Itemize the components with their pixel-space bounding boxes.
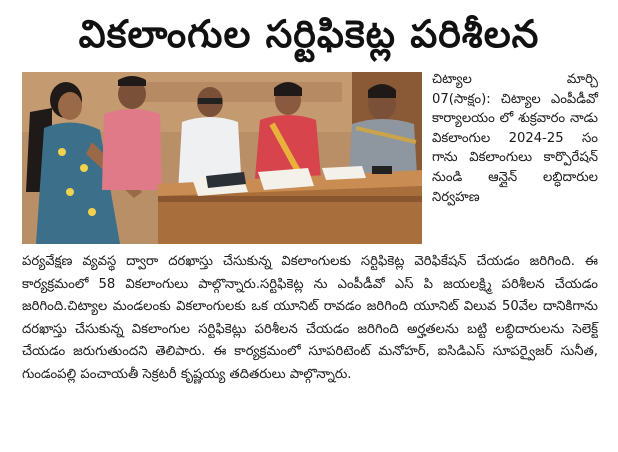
photo-window (142, 82, 342, 102)
news-photo (22, 72, 422, 244)
article-body (22, 251, 598, 387)
article-body-text: పర్యవేక్షణ వ్యవస్థ ద్వారా దరఖాస్తు చేసుకున్న వికలాంగులకు సర్టిఫికెట్ల వెరిఫికేషన్ చేయడం జరిగింది. ఈ కార్యక్రమంలో 58 వికలాంగులు పాల్గొన్నారు.సర్టిఫికెట్ల ను ఎంపీడీవో ఎస్ పి జయలక్ష్మి పరిశీలన చేయడం జరిగింది.చిట్యాల మండలంకు వికలాంగులకు ఒక యూనిట్ రావడం జరిగింది యూనిట్ విలువ 50వేల దానికిగాను దరఖాస్తు చేసుకున్న వికలాంగుల సర్టిఫికెట్లు పరిశీలన చేయడం జరిగింది అర్హతలను బట్టి లబ్ధిదారులను సెలెక్ట్ చేయడం జరుగుతుందని తెలిపారు. ఈ కార్యక్రమంలో సూపరిటెంట్ మనోహర్, ఐసిడిఎస్ సూపర్వైజర్ సునీత, గుండంపల్లి పంచాయతీ సెక్రటరీ కృష్ణయ్య తదితరులు పాల్గొన్నారు. (22, 254, 598, 382)
photo-illustration (22, 72, 422, 244)
article-dateline: చిట్యాల మార్చి (432, 72, 598, 87)
article-side-column (432, 70, 598, 207)
headline: వికలాంగుల సర్టిఫికెట్ల పరిశీలన (78, 12, 540, 56)
article-side-text: 07(సాక్షం): చిట్యాల ఎంపీడీవో కార్యాలయం లో శుక్రవారం నాడు వికలాంగుల 2024-25 సం గాను వికలాంగులు కార్పొరేషన్ నుండి ఆన్లైన్ లబ్ధిదారుల నిర్వహణ (432, 91, 598, 205)
